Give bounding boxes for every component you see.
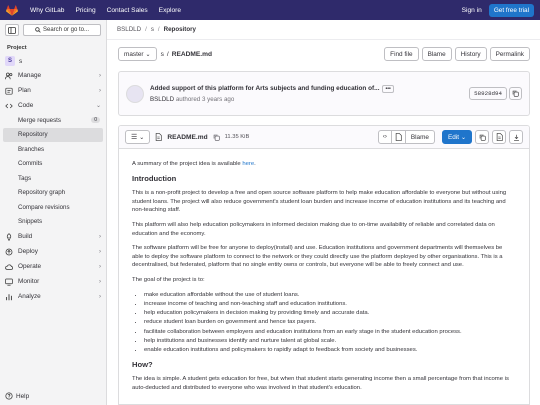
chevron-down-icon: ⌄ bbox=[139, 134, 145, 141]
permalink-button[interactable]: Permalink bbox=[490, 47, 530, 61]
merge-request-count-badge: 0 bbox=[91, 117, 100, 123]
search-button[interactable] bbox=[23, 24, 101, 36]
branch-name: master bbox=[124, 50, 144, 58]
search-label: Search or go to... bbox=[42, 27, 90, 33]
copy-contents-button[interactable] bbox=[475, 130, 489, 144]
nav-why-gitlab[interactable]: Why GitLab bbox=[30, 6, 65, 14]
sidebar-item-deploy[interactable] bbox=[0, 244, 106, 259]
chevron-down-icon: ⌄ bbox=[95, 103, 101, 109]
file-size: 11.35 KiB bbox=[224, 134, 250, 140]
display-rendered-button[interactable] bbox=[392, 130, 406, 144]
nav-pricing[interactable]: Pricing bbox=[75, 6, 96, 14]
document-icon bbox=[395, 133, 402, 141]
paragraph: This platform will also help education policymakers in informed decision making due to on-time availability of reliable and correlated data on education and the economy. bbox=[132, 221, 495, 237]
breadcrumb-project[interactable]: s bbox=[150, 26, 154, 33]
sidebar-subitem-label: Repository bbox=[18, 131, 48, 139]
gitlab-logo-icon[interactable] bbox=[6, 4, 18, 16]
list-item: • make education affordable without the use of student loans. bbox=[144, 291, 515, 300]
code-icon: ‹› bbox=[382, 134, 387, 140]
intro-period: . bbox=[254, 161, 256, 167]
chevron-right-icon: › bbox=[99, 278, 101, 285]
heading-introduction: Introduction bbox=[132, 173, 177, 183]
sidebar-item-plan[interactable] bbox=[0, 83, 106, 98]
list-item: • enable education institutions and policymakers to rapidly adapt to feedback from society and businesses. bbox=[144, 346, 515, 355]
sidebar-item-code[interactable] bbox=[0, 98, 106, 113]
file-path bbox=[161, 51, 212, 58]
file-header bbox=[119, 126, 529, 149]
heading-how: How? bbox=[132, 359, 153, 369]
breadcrumb-separator: / bbox=[145, 26, 147, 33]
deploy-icon bbox=[5, 248, 13, 256]
commit-sha[interactable]: 58928d94 bbox=[469, 87, 507, 100]
rocket-icon bbox=[5, 233, 13, 241]
sidebar bbox=[0, 20, 107, 405]
list-item: • increase income of teaching and non-teaching staff and education institutions. bbox=[144, 300, 515, 309]
last-commit-panel bbox=[118, 71, 530, 116]
open-raw-button[interactable] bbox=[492, 130, 506, 144]
sidebar-subitem-commits[interactable] bbox=[0, 157, 106, 172]
nav-contact-sales[interactable]: Contact Sales bbox=[106, 6, 148, 14]
sidebar-item-operate[interactable] bbox=[0, 259, 106, 274]
path-file: README.md bbox=[171, 50, 212, 58]
code-icon bbox=[5, 102, 13, 110]
sidebar-subitem-label: Snippets bbox=[18, 218, 43, 226]
commit-time: authored 3 years ago bbox=[175, 95, 235, 103]
cloud-icon bbox=[5, 263, 13, 271]
file-viewer bbox=[118, 125, 530, 405]
list-icon: ☰ bbox=[131, 134, 138, 141]
chevron-right-icon: › bbox=[99, 72, 101, 79]
chevron-right-icon: › bbox=[99, 263, 101, 270]
sidebar-subitem-label: Merge requests bbox=[18, 116, 61, 124]
breadcrumb-current[interactable]: Repository bbox=[163, 26, 196, 33]
paragraph: The goal of the project is to: bbox=[132, 276, 205, 283]
intro-paragraph bbox=[132, 160, 515, 169]
sidebar-toggle-button[interactable] bbox=[5, 24, 19, 36]
sidebar-subitem-label: Repository graph bbox=[18, 189, 66, 197]
copy-icon bbox=[479, 134, 486, 141]
download-icon bbox=[513, 134, 520, 141]
edit-label: Edit bbox=[447, 133, 459, 141]
goals-list bbox=[144, 291, 515, 355]
top-bar bbox=[0, 0, 540, 20]
monitor-icon bbox=[5, 278, 13, 286]
nav-explore[interactable]: Explore bbox=[158, 6, 182, 14]
chevron-right-icon: › bbox=[99, 87, 101, 94]
list-item: • facilitate collaboration between employers and education institutions from an early stage in the student education process. bbox=[144, 328, 515, 337]
search-icon bbox=[35, 27, 41, 33]
sidebar-subitem-tags[interactable] bbox=[0, 171, 106, 186]
intro-text: A summary of the project idea is available bbox=[132, 161, 241, 167]
sidebar-icon bbox=[8, 27, 16, 34]
edit-button[interactable] bbox=[442, 130, 472, 144]
list-item: • reduce student loan burden on government and hence tax payers. bbox=[144, 318, 515, 327]
paragraph: This is a non-profit project to develop a free and open source software platform to help make education affordable to everyone but without using student loans. The project will also reduce government's student loan burden and increase income of education institutions and its teaching and non-teaching staff. bbox=[132, 190, 507, 214]
ellipsis-icon[interactable]: ••• bbox=[382, 85, 393, 93]
sidebar-item-label: Code bbox=[18, 102, 34, 109]
chevron-down-icon: ⌄ bbox=[460, 134, 466, 141]
sidebar-subitem-label: Branches bbox=[18, 145, 45, 153]
sidebar-item-build[interactable] bbox=[0, 229, 106, 244]
sidebar-subitem-label: Tags bbox=[18, 174, 32, 182]
sidebar-item-label: Monitor bbox=[18, 278, 40, 285]
path-root[interactable]: s bbox=[160, 50, 164, 58]
sidebar-item-label: Operate bbox=[18, 263, 42, 270]
help-icon bbox=[5, 392, 13, 400]
sidebar-subitem-compare-revisions[interactable] bbox=[0, 200, 106, 215]
readme-content bbox=[119, 149, 529, 393]
summary-link[interactable]: here bbox=[242, 161, 255, 167]
path-separator: / bbox=[166, 50, 169, 58]
sidebar-project-link[interactable] bbox=[0, 54, 106, 68]
paragraph: The software platform will be free for anyone to deploy(install) and use. Education institutions and government departments will themselves be able to deploy the software platform to connect to the network or they could directly use the platform deployed by other organisations. This is a decentralised, but federated, platform that no single entity owns or controls, but everyone will be able to freely connect and use. bbox=[132, 245, 503, 269]
sidebar-subitem-merge-requests[interactable] bbox=[0, 113, 106, 128]
download-button[interactable] bbox=[509, 130, 523, 144]
file-tree-toggle[interactable] bbox=[125, 130, 150, 144]
planning-icon bbox=[5, 87, 13, 95]
breadcrumb-separator: / bbox=[157, 26, 160, 33]
sidebar-item-label: Deploy bbox=[18, 248, 38, 255]
list-item: • help education policymakers in decision making by providing timely and accurate data. bbox=[144, 309, 515, 318]
sidebar-item-label: Analyze bbox=[18, 293, 41, 300]
chevron-right-icon: › bbox=[99, 233, 101, 240]
copy-sha-button[interactable] bbox=[509, 87, 522, 100]
chart-icon bbox=[5, 293, 13, 301]
commit-title[interactable]: Added support of this platform for Arts subjects and funding education of... bbox=[150, 85, 380, 92]
chevron-down-icon: ⌄ bbox=[145, 51, 151, 58]
display-source-button[interactable] bbox=[378, 130, 392, 144]
sidebar-item-label: Plan bbox=[18, 87, 31, 94]
sidebar-subitem-repository-graph[interactable] bbox=[0, 186, 106, 201]
free-trial-button[interactable]: Get free trial bbox=[489, 4, 534, 17]
blame-button[interactable]: Blame bbox=[422, 47, 452, 61]
project-name: s bbox=[19, 57, 23, 65]
copy-icon bbox=[512, 90, 519, 97]
breadcrumb bbox=[107, 20, 540, 40]
list-item: • help institutions and businesses identify and nurture talent at global scale. bbox=[144, 337, 515, 346]
sidebar-subitem-label: Compare revisions bbox=[18, 203, 70, 211]
chevron-right-icon: › bbox=[99, 293, 101, 300]
file-icon bbox=[155, 128, 162, 146]
sidebar-subitem-branches[interactable] bbox=[0, 142, 106, 157]
project-avatar: S bbox=[5, 56, 15, 66]
sidebar-subitem-repository[interactable] bbox=[3, 128, 103, 143]
sidebar-subitem-label: Commits bbox=[18, 160, 43, 168]
sidebar-subitem-snippets[interactable] bbox=[0, 215, 106, 230]
sidebar-section-title: Project bbox=[7, 45, 27, 51]
breadcrumb-group[interactable]: BSLDLD bbox=[117, 26, 142, 33]
history-button[interactable]: History bbox=[455, 47, 487, 61]
copy-path-icon[interactable] bbox=[213, 128, 220, 146]
paragraph: The idea is simple. A student gets education for free, but when that student starts generating income then a small percentage from that income is auto-deducted and distributed to everyone who was involved in that student's education. bbox=[132, 376, 509, 391]
file-blame-button[interactable]: Blame bbox=[406, 130, 435, 144]
sidebar-item-analyze[interactable] bbox=[0, 289, 106, 304]
sidebar-item-monitor[interactable] bbox=[0, 274, 106, 289]
main-content bbox=[107, 20, 540, 405]
help-label: Help bbox=[16, 392, 30, 400]
sidebar-item-manage[interactable] bbox=[0, 68, 106, 83]
find-file-button[interactable]: Find file bbox=[384, 47, 418, 61]
sign-in-link[interactable]: Sign in bbox=[461, 6, 482, 14]
sidebar-item-label: Build bbox=[18, 233, 33, 240]
avatar[interactable] bbox=[126, 85, 144, 103]
file-name: README.md bbox=[167, 133, 208, 141]
file-toolbar bbox=[118, 46, 530, 62]
help-link[interactable] bbox=[5, 392, 29, 400]
raw-file-icon bbox=[496, 133, 503, 141]
branch-selector[interactable] bbox=[118, 47, 157, 61]
sidebar-item-label: Manage bbox=[18, 72, 42, 79]
chevron-right-icon: › bbox=[99, 248, 101, 255]
commit-author[interactable]: BSLDLD bbox=[150, 95, 175, 103]
users-icon bbox=[5, 72, 13, 80]
